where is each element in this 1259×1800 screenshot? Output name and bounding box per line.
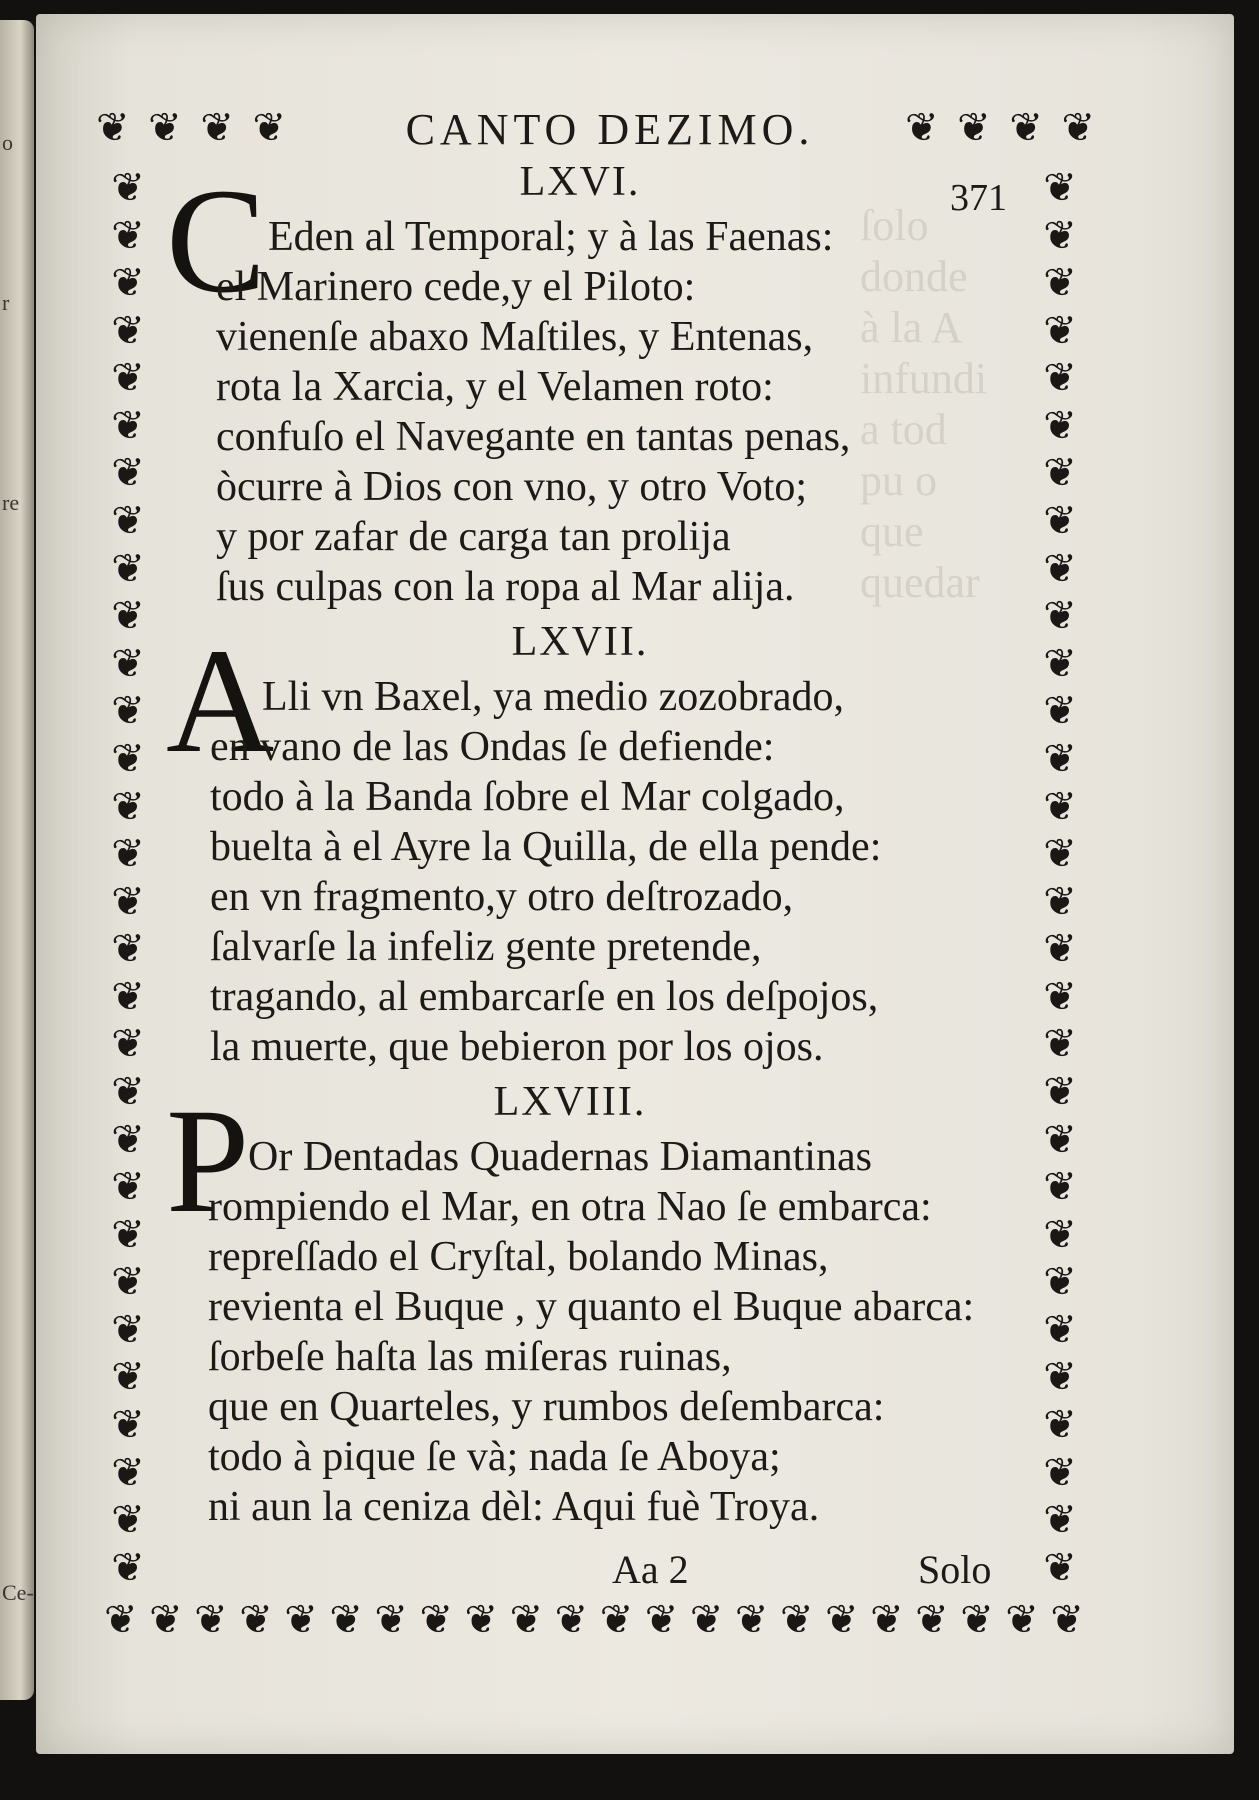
verse-line: repreſſado el Cryſtal, bolando Minas,	[208, 1234, 829, 1280]
fleuron-icon: ❦	[111, 1116, 145, 1163]
fleuron-icon: ❦	[111, 926, 145, 973]
fleuron-icon: ❦	[957, 105, 991, 151]
verse-line: vienenſe abaxo Maſtiles, y Entenas,	[216, 314, 814, 360]
edge-fragment: Ce-	[2, 1580, 34, 1605]
verse-line: Eden al Temporal; y à las Faenas:	[268, 214, 834, 260]
fleuron-icon: ❦	[779, 1597, 814, 1643]
fleuron-icon: ❦	[111, 165, 145, 211]
fleuron-icon: ❦	[419, 1597, 453, 1643]
fleuron-icon: ❦	[111, 498, 145, 545]
fleuron-icon: ❦	[111, 1164, 145, 1211]
fleuron-icon: ❦	[734, 1597, 769, 1643]
fleuron-icon: ❦	[1043, 307, 1077, 354]
fleuron-icon: ❦	[111, 1402, 145, 1449]
fleuron-icon: ❦	[1050, 1597, 1084, 1643]
verse-line: y por zafar de carga tan prolija	[216, 514, 731, 560]
fleuron-icon: ❦	[329, 1597, 363, 1643]
fleuron-icon: ❦	[111, 402, 145, 449]
verse-line: buelta à el Ayre la Quilla, de ella pende:	[210, 824, 882, 870]
fleuron-icon: ❦	[111, 1449, 145, 1496]
verse-line: ſorbeſe haſta las miſeras ruinas,	[208, 1334, 732, 1380]
verse-line: confuſo el Navegante en tantas penas,	[216, 414, 851, 460]
fleuron-icon: ❦	[1043, 165, 1077, 211]
page-number: 371	[950, 177, 1007, 219]
catchword: Solo	[918, 1547, 992, 1592]
fleuron-icon: ❦	[111, 212, 145, 259]
fleuron-icon: ❦	[111, 1306, 145, 1353]
fleuron-icon: ❦	[111, 1544, 145, 1591]
fleuron-icon: ❦	[111, 307, 145, 354]
fleuron-icon: ❦	[1043, 1259, 1077, 1306]
fleuron-icon: ❦	[870, 1597, 904, 1643]
fleuron-icon: ❦	[1043, 1544, 1077, 1591]
fleuron-icon: ❦	[104, 1597, 138, 1643]
verse-line: rota la Xarcia, y el Velamen roto:	[216, 364, 774, 410]
fleuron-icon: ❦	[194, 1597, 228, 1643]
running-title: CANTO DEZIMO.	[405, 105, 815, 154]
drop-cap-initial: P	[166, 1078, 250, 1244]
fleuron-icon: ❦	[1043, 1116, 1077, 1163]
bottom-ornament-border	[104, 1597, 1084, 1643]
verse-line: ni aun la ceniza dèl: Aqui fuè Troya.	[208, 1484, 820, 1530]
verse-line: todo à pique ſe và; nada ſe Aboya;	[208, 1434, 781, 1480]
fleuron-icon: ❦	[1043, 1497, 1077, 1544]
fleuron-icon: ❦	[1043, 973, 1077, 1020]
fleuron-icon: ❦	[111, 355, 145, 402]
verse-line: en vano de las Ondas ſe defiende:	[210, 724, 775, 770]
fleuron-icon: ❦	[1043, 688, 1077, 735]
fleuron-icon: ❦	[599, 1597, 634, 1643]
verse-line: en vn fragmento,y otro deſtrozado,	[210, 874, 794, 920]
fleuron-icon: ❦	[111, 783, 145, 830]
fleuron-icon: ❦	[1043, 498, 1077, 545]
fleuron-icon: ❦	[1043, 1354, 1077, 1401]
fleuron-icon: ❦	[148, 105, 182, 151]
verse-line: revienta el Buque , y quanto el Buque abarca:	[208, 1284, 975, 1330]
fleuron-icon: ❦	[111, 973, 145, 1020]
signature-mark: Aa 2	[612, 1547, 689, 1592]
fleuron-icon: ❦	[111, 1211, 145, 1258]
fleuron-icon: ❦	[1043, 878, 1077, 925]
fleuron-icon: ❦	[149, 1597, 183, 1643]
verse-line: tragando, al embarcarſe en los deſpojos,	[210, 974, 879, 1020]
header-ornament-right	[905, 105, 1095, 151]
fleuron-icon: ❦	[1005, 1597, 1039, 1643]
fleuron-icon: ❦	[200, 105, 234, 151]
fleuron-icon: ❦	[111, 1068, 145, 1115]
fleuron-icon: ❦	[825, 1597, 859, 1643]
fleuron-icon: ❦	[111, 831, 145, 878]
fleuron-icon: ❦	[111, 878, 145, 925]
edge-fragment: o	[2, 130, 13, 155]
fleuron-icon: ❦	[111, 1354, 145, 1401]
fleuron-icon: ❦	[644, 1597, 679, 1643]
verse-line: la muerte, que bebieron por los ojos.	[210, 1024, 824, 1070]
left-ornament-border	[104, 165, 152, 1591]
header-ornament-left	[96, 105, 286, 151]
verse-line: Or Dentadas Quadernas Diamantinas	[248, 1134, 872, 1180]
verse-line: que en Quarteles, y rumbos deſembarca:	[208, 1384, 885, 1430]
fleuron-icon: ❦	[1043, 1211, 1077, 1258]
fleuron-icon: ❦	[1043, 783, 1077, 830]
verse-line: òcurre à Dios con vno, y otro Voto;	[216, 464, 808, 510]
edge-fragment: re	[2, 490, 20, 515]
fleuron-icon: ❦	[905, 105, 939, 151]
fleuron-icon: ❦	[96, 105, 130, 151]
fleuron-icon: ❦	[1061, 105, 1095, 151]
drop-cap-initial: A	[166, 618, 275, 784]
fleuron-icon: ❦	[554, 1597, 589, 1643]
fleuron-icon: ❦	[1009, 105, 1043, 151]
verse-line: todo à la Banda ſobre el Mar colgado,	[210, 774, 845, 820]
fleuron-icon: ❦	[1043, 926, 1077, 973]
right-ornament-border	[1036, 165, 1084, 1591]
fleuron-icon: ❦	[239, 1597, 273, 1643]
fleuron-icon: ❦	[1043, 593, 1077, 640]
fleuron-icon: ❦	[1043, 1449, 1077, 1496]
fleuron-icon: ❦	[1043, 402, 1077, 449]
fleuron-icon: ❦	[1043, 1021, 1077, 1068]
stanza-numeral: LXVII.	[511, 619, 649, 665]
drop-cap-initial: C	[166, 158, 267, 324]
fleuron-icon: ❦	[111, 545, 145, 592]
fleuron-icon: ❦	[111, 1259, 145, 1306]
stanza-numeral: LXVI.	[519, 159, 641, 205]
fleuron-icon: ❦	[111, 735, 145, 782]
fleuron-icon: ❦	[509, 1597, 544, 1643]
fleuron-icon: ❦	[1043, 1068, 1077, 1115]
fleuron-icon: ❦	[111, 593, 145, 640]
fleuron-icon: ❦	[284, 1597, 318, 1643]
fleuron-icon: ❦	[374, 1597, 408, 1643]
stanza-numeral: LXVIII.	[493, 1079, 647, 1125]
verse-line: ſalvarſe la infeliz gente pretende,	[210, 924, 762, 970]
fleuron-icon: ❦	[111, 688, 145, 735]
fleuron-icon: ❦	[1043, 450, 1077, 497]
verse-line: rompiendo el Mar, en otra Nao ſe embarca:	[208, 1184, 932, 1230]
verse-line: el Marinero cede,y el Piloto:	[216, 264, 696, 310]
fleuron-icon: ❦	[915, 1597, 949, 1643]
fleuron-icon: ❦	[960, 1597, 994, 1643]
fleuron-icon: ❦	[111, 640, 145, 687]
previous-leaf-edge	[0, 20, 34, 1700]
fleuron-icon: ❦	[1043, 355, 1077, 402]
fleuron-icon: ❦	[464, 1597, 499, 1643]
fleuron-icon: ❦	[1043, 545, 1077, 592]
fleuron-icon: ❦	[689, 1597, 724, 1643]
fleuron-icon: ❦	[1043, 831, 1077, 878]
fleuron-icon: ❦	[111, 1021, 145, 1068]
fleuron-icon: ❦	[111, 450, 145, 497]
fleuron-icon: ❦	[1043, 735, 1077, 782]
show-through-text: ſolo donde à la A infundi a tod pu o que quedar	[860, 201, 988, 607]
fleuron-icon: ❦	[111, 1497, 145, 1544]
fleuron-icon: ❦	[1043, 640, 1077, 687]
edge-fragment: r	[2, 290, 10, 315]
verse-line: ſus culpas con la ropa al Mar alija.	[216, 564, 795, 610]
fleuron-icon: ❦	[1043, 1164, 1077, 1211]
fleuron-icon: ❦	[111, 260, 145, 307]
fleuron-icon: ❦	[1043, 1306, 1077, 1353]
verse-line: Lli vn Baxel, ya medio zozobrado,	[262, 674, 844, 720]
fleuron-icon: ❦	[1043, 260, 1077, 307]
fleuron-icon: ❦	[252, 105, 286, 151]
fleuron-icon: ❦	[1043, 1402, 1077, 1449]
fleuron-icon: ❦	[1043, 212, 1077, 259]
